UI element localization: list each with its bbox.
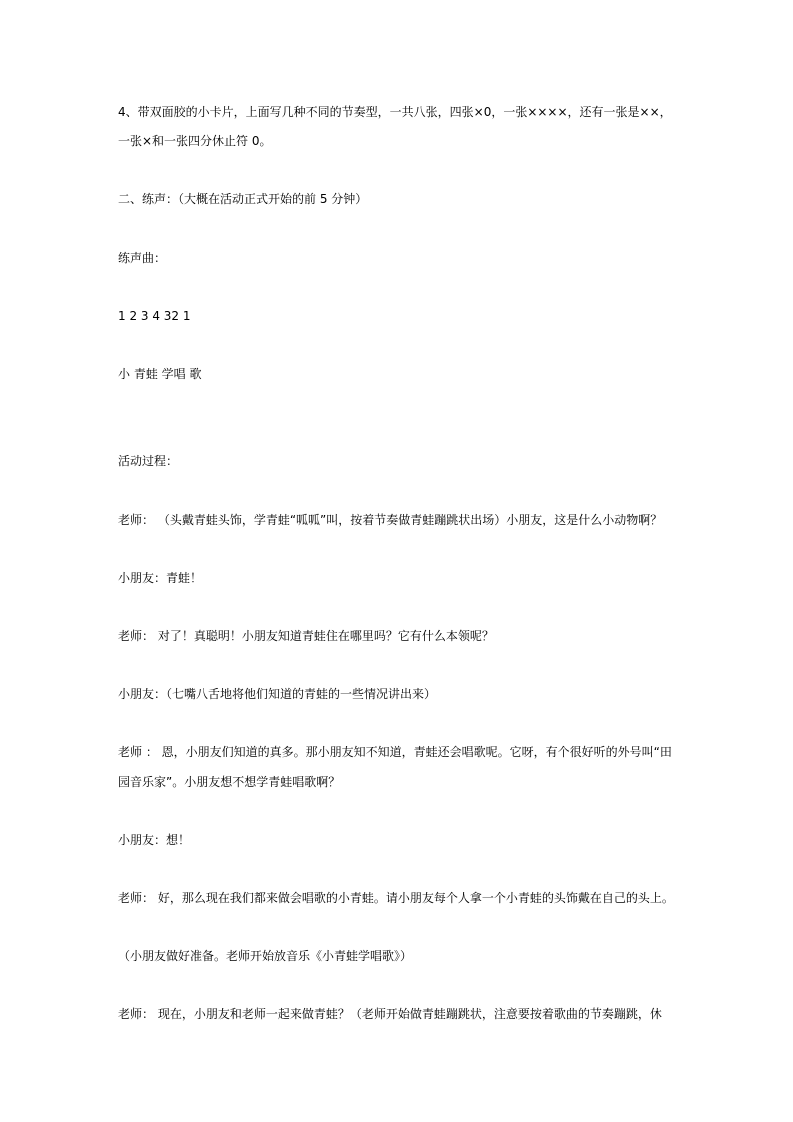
text-line: 一张×和一张四分休止符 0。	[118, 134, 272, 148]
dialogue-line: 小朋友：想！	[118, 833, 191, 847]
dialogue-line: 园音乐家”。小朋友想不想学青蛙唱歌啊？	[118, 775, 341, 789]
lyrics-line: 小 青蛙 学唱 歌	[118, 367, 202, 381]
text-line: 练声曲：	[118, 251, 167, 265]
text-line: 4、带双面胶的小卡片，上面写几种不同的节奏型，一共八张，四张×0，一张××××，还有一张是××，	[118, 105, 672, 119]
dialogue-line: 老师： 好，那么现在我们都来做会唱歌的小青蛙。请小朋友每个人拿一个小青蛙的头饰戴在自己的头上。	[118, 891, 674, 905]
dialogue-line: 老师 ： 恩，小朋友们知道的真多。那小朋友知不知道，青蛙还会唱歌呢。它呀，有个很好听的外号叫“田	[118, 745, 672, 759]
dialogue-line: 小朋友：（七嘴八舌地将他们知道的青蛙的一些情况讲出来）	[118, 687, 437, 701]
stage-direction: （小朋友做好准备。老师开始放音乐《小青蛙学唱歌》）	[118, 949, 413, 963]
music-notation: 1 2 3 4 32 1	[118, 309, 191, 323]
section-heading: 活动过程：	[118, 454, 179, 468]
dialogue-line: 老师： 现在，小朋友和老师一起来做青蛙？（老师开始做青蛙蹦跳状，注意要按着歌曲的节奏蹦跳，休	[118, 1007, 662, 1021]
dialogue-line: 老师： 对了！真聪明！小朋友知道青蛙住在哪里吗？它有什么本领呢？	[118, 629, 494, 643]
dialogue-line: 小朋友：青蛙！	[118, 571, 203, 585]
dialogue-line: 老师： （头戴青蛙头饰，学青蛙“呱呱”叫，按着节奏做青蛙蹦跳状出场）小朋友，这是什么小动物啊？	[118, 513, 663, 527]
section-heading: 二、练声：（大概在活动正式开始的前 5 分钟）	[118, 192, 368, 206]
